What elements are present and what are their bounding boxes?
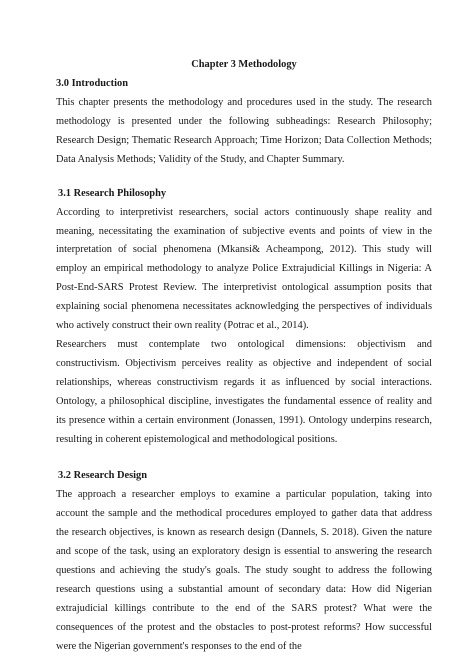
spacer (56, 170, 432, 186)
section-heading-research-design: 3.2 Research Design (58, 470, 147, 482)
paragraph-philosophy-2: Researchers must contemplate two ontological dimensions: objectivism and constructivism. Objectivism perceives reality as objective and independent of social relationships, whereas constructivism regards it as influenced by social interactions. Ontology, a philosophical discipline, investigates the fundamental essence of reality and its presence within a certain environment (Jonassen, 1991). Ontology underpins research, resulting in coherent epistemological and methodological positions. (56, 338, 432, 445)
chapter-title: Chapter 3 Methodology (191, 59, 297, 70)
spacer (56, 449, 432, 468)
section-heading-research-philosophy: 3.1 Research Philosophy (58, 187, 167, 199)
paragraph-philosophy-1: According to interpretivist researchers, social actors continuously shape reality and meaning, necessitating the examination of subjective events and points of view in the interpretation of social phenomena (Mkansi& Acheampong, 2012). This study will employ an empirical methodology to analyze Police Extrajudicial Killings in Nigeria: A Post-End-SARS Protest Review. The interpretivist ontological assumption posits that explaining social phenomena necessitates acknowledging the perspectives of individuals who actively construct their own reality (Potrac et al., 2014). (56, 206, 432, 332)
section-heading-introduction: 3.0 Introduction (56, 78, 128, 89)
paragraph-research-design: The approach a researcher employs to examine a particular population, taking into account the sample and the methodical procedures employed to gather data that address the research objectives, is known as research design (Dannels, S. 2018). Given the nature and scope of the task, using an exploratory design is essential to answering the research questions and achieving the study's goals. The study sought to address the following research questions using a substantial amount of secondary data: How did Nigerian extrajudicial killings contribute to the end of the SARS protest? What were the consequences of the protest and the obstacles to post-protest reforms? How successful were the Nigerian government's responses to the end of the (56, 489, 432, 652)
paragraph-introduction: This chapter presents the methodology and procedures used in the study. The research methodology is presented under the following subheadings: Research Philosophy; Research Design; Thematic Research Approach; Time Horizon; Data Collection Methods; Data Analysis Methods; Validity of the Study, and Chapter Summary. (56, 97, 432, 165)
